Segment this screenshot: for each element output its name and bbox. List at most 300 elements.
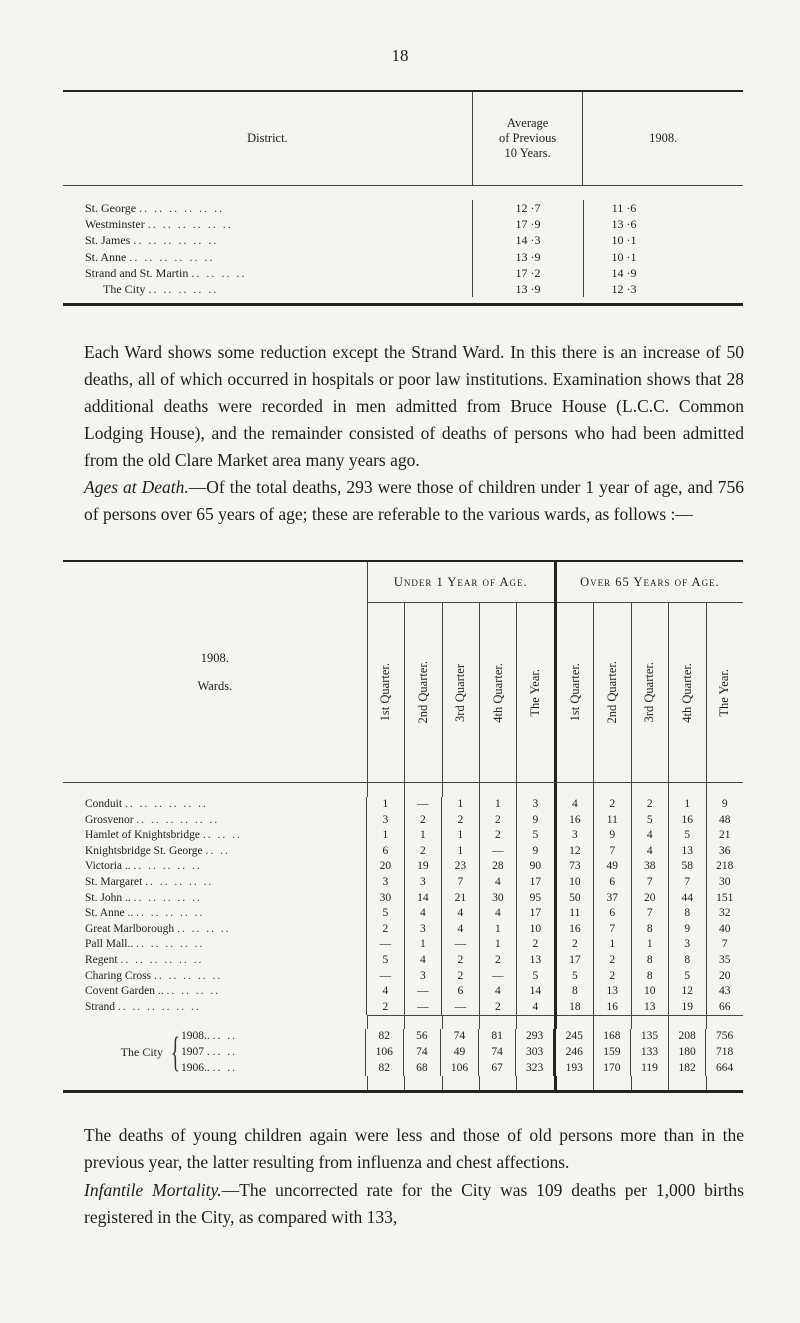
paragraph-heading: Ages at Death. xyxy=(84,477,189,497)
group-title-under-1: Under 1 Year of Age. xyxy=(368,562,554,603)
column-header xyxy=(707,603,743,782)
table-cell: 293 xyxy=(526,1030,544,1043)
table-cell: 106 xyxy=(366,1045,404,1061)
city-year-label xyxy=(181,1029,237,1045)
table-cell: 208 xyxy=(669,1029,707,1045)
column-header xyxy=(480,603,517,782)
spacer-cell xyxy=(517,783,553,797)
ward-name: Charing Cross xyxy=(85,969,152,982)
column-header xyxy=(594,603,631,782)
table-cell: 7 xyxy=(632,906,669,922)
average-cell: 14 ·3 xyxy=(473,232,584,248)
year-cell: 10 ·1 xyxy=(611,233,637,248)
district-cell xyxy=(63,281,473,297)
column-header-label: 4th Quarter. xyxy=(679,662,694,723)
ward-cell xyxy=(63,859,367,875)
header-over-65-group xyxy=(557,562,743,782)
table-cell: 2 xyxy=(480,828,517,844)
column-header xyxy=(443,603,480,782)
header-average xyxy=(473,92,584,185)
table-row xyxy=(63,828,743,844)
ward-name: Grosvenor xyxy=(85,813,134,826)
table-cell: 7 xyxy=(669,875,706,891)
table-cell: 170 xyxy=(594,1061,632,1077)
leader-dots: .. .. xyxy=(212,1030,237,1043)
over-cells xyxy=(557,813,743,829)
spacer-cell xyxy=(480,1076,517,1090)
table-cell: 6 xyxy=(594,906,631,922)
spacer-cells xyxy=(557,1076,743,1090)
table-cell: 1 xyxy=(442,844,479,860)
ward-deaths-table xyxy=(63,560,743,1093)
spacer-cell xyxy=(405,1015,442,1029)
table-cell: 32 xyxy=(719,907,731,920)
column-header-label: 2nd Quarter. xyxy=(415,661,430,724)
table-cell: 13 xyxy=(632,1000,669,1016)
table-row xyxy=(63,1000,743,1016)
table-cell: 2 xyxy=(594,953,631,969)
over-cells xyxy=(556,1045,743,1061)
district-cell xyxy=(63,265,473,281)
ward-name: Pall Mall.. xyxy=(85,938,134,951)
spacer-cell xyxy=(594,1015,631,1029)
leader-dots: .. .. .. .. .. .. xyxy=(133,233,219,248)
table-cell: 193 xyxy=(556,1061,594,1077)
leader-dots: .. .. .. .. .. .. xyxy=(129,249,215,264)
table-cell: 21 xyxy=(442,891,479,907)
ward-name: St. John .. xyxy=(85,891,131,904)
under-cells xyxy=(367,984,556,1000)
under-cells xyxy=(367,813,556,829)
over-cells xyxy=(557,1000,743,1016)
column-header-label: 3rd Quarter. xyxy=(642,662,657,723)
leader-dots: .. .. .. .. .. xyxy=(136,907,205,920)
table-row xyxy=(63,937,743,953)
table-cell: 4 xyxy=(480,906,517,922)
table-cell: 36 xyxy=(719,844,731,857)
header-wards-label: Wards. xyxy=(197,679,233,693)
spacer-cell xyxy=(443,1076,480,1090)
table-cell: 2 xyxy=(405,813,442,829)
table-row xyxy=(63,859,743,875)
spacer-cell xyxy=(557,783,594,797)
table-cell: 30 xyxy=(719,875,731,888)
spacer-cell xyxy=(63,783,368,797)
over-cells xyxy=(557,844,743,860)
table-cell: 664 xyxy=(716,1061,734,1074)
table-cell: 119 xyxy=(631,1061,669,1077)
district-name: St. James xyxy=(85,233,131,248)
table-cell: 151 xyxy=(716,891,734,904)
leader-dots: .. .. xyxy=(212,1045,237,1058)
leader-dots: .. .. .. .. .. xyxy=(133,891,202,904)
over-cells xyxy=(557,875,743,891)
table-cell: 74 xyxy=(441,1029,479,1045)
table-cell: 1 xyxy=(594,937,631,953)
leader-dots: .. .. .. .. xyxy=(191,265,247,280)
spacer-cell xyxy=(669,783,706,797)
spacer-cells xyxy=(557,1015,743,1029)
under-cells xyxy=(367,844,556,860)
spacer-cell xyxy=(632,1015,669,1029)
table-cell: 50 xyxy=(557,891,594,907)
ward-cell xyxy=(63,937,367,953)
over-cells xyxy=(557,797,743,813)
table-cell: 17 xyxy=(529,907,542,920)
table-cell: 3 xyxy=(367,875,404,891)
table-cell: 5 xyxy=(532,829,539,842)
table-cell: 13 xyxy=(594,984,631,1000)
page-number: 18 xyxy=(391,46,409,65)
spacer-cell xyxy=(517,1076,553,1090)
table-cell: 8 xyxy=(669,906,706,922)
ward-cell xyxy=(63,1000,367,1016)
spacer-cell xyxy=(632,783,669,797)
leader-dots: .. .. .. .. xyxy=(176,922,231,935)
table-cell: 5 xyxy=(557,969,594,985)
ward-cell xyxy=(63,891,367,907)
ward-cell xyxy=(63,875,367,891)
table-cell: 5 xyxy=(669,969,706,985)
table-cell: 4 xyxy=(632,828,669,844)
table-cell: 3 xyxy=(532,798,539,810)
table-cell: 16 xyxy=(669,813,706,829)
district-cell xyxy=(63,249,473,265)
spacer-cells xyxy=(557,783,743,797)
table-cell: 49 xyxy=(594,859,631,875)
table-cell: 16 xyxy=(557,922,594,938)
table-cell: 10 xyxy=(632,984,669,1000)
table-cell: 5 xyxy=(669,828,706,844)
leader-dots: .. .. .. .. .. .. xyxy=(147,217,233,232)
table-cell: 3 xyxy=(405,875,442,891)
leader-dots: .. .. xyxy=(205,844,230,857)
spacer-cell xyxy=(594,1076,631,1090)
header-average-line: 10 Years. xyxy=(504,146,551,160)
table-cell: 28 xyxy=(480,859,517,875)
column-header xyxy=(669,603,706,782)
table-cell: 11 xyxy=(557,906,594,922)
table-cell: 40 xyxy=(719,922,731,935)
table-cell: 3 xyxy=(669,937,706,953)
table-cell: 82 xyxy=(366,1029,404,1045)
table-cell: 7 xyxy=(442,875,479,891)
table-cell: 14 xyxy=(529,985,542,998)
header-average-line: of Previous xyxy=(498,131,557,145)
column-header xyxy=(632,603,669,782)
column-header-label: 2nd Quarter. xyxy=(604,661,619,724)
spacer-cells xyxy=(368,783,557,797)
under-cells xyxy=(367,906,556,922)
table-cell: 180 xyxy=(669,1045,707,1061)
under-cells xyxy=(366,1029,556,1045)
spacer-cell xyxy=(707,1015,743,1029)
district-cell xyxy=(63,200,473,216)
table-cell: 19 xyxy=(405,859,442,875)
table-cell: 5 xyxy=(532,969,539,982)
table-row xyxy=(63,281,743,297)
column-header-label: The Year. xyxy=(717,668,732,717)
leader-dots: .. .. .. .. .. xyxy=(148,281,219,296)
spacer-cell xyxy=(557,1015,594,1029)
table-cell: 90 xyxy=(529,860,542,873)
table-cell: 2 xyxy=(442,969,479,985)
district-cell xyxy=(63,216,473,232)
year-cell: 10 ·1 xyxy=(611,249,637,264)
table-cell: 20 xyxy=(632,891,669,907)
table-cell: 74 xyxy=(479,1045,517,1061)
under-cells xyxy=(367,859,556,875)
table-cell: 2 xyxy=(405,844,442,860)
table-row xyxy=(63,249,743,265)
table-cell: 4 xyxy=(442,922,479,938)
spacer-cell xyxy=(669,1076,706,1090)
average-cell: 12 ·7 xyxy=(473,200,584,216)
paragraph-ages-at-death: Ages at Death.—Of the total deaths, 293 were those of children under 1 year of age, and 756 of persons over 65 years of age; these are referable to the various wards, as follows :— xyxy=(84,477,744,524)
table-cell: 3 xyxy=(405,922,442,938)
paragraph-young-old: The deaths of young children again were less and those of old persons more than in the previous year, the latter resulting from influenza and chest affections. xyxy=(84,1125,744,1172)
table-cell: 6 xyxy=(442,984,479,1000)
table-cell: 2 xyxy=(594,969,631,985)
district-rates-table xyxy=(63,90,743,306)
spacer-cell xyxy=(368,1076,405,1090)
table-cell: 17 xyxy=(557,953,594,969)
header-wards xyxy=(63,562,368,782)
spacer-cell xyxy=(480,783,517,797)
table-cell: 3 xyxy=(557,828,594,844)
table-header xyxy=(63,562,743,783)
ward-name: Strand xyxy=(85,1000,116,1013)
table-cell: 8 xyxy=(632,922,669,938)
spacer-cell xyxy=(443,1015,480,1029)
table-cell: 68 xyxy=(404,1061,442,1077)
paragraph-infantile-mortality: Infantile Mortality.—The uncorrected rate for the City was 109 deaths per 1,000 births registered in the City, as compared with 133, xyxy=(84,1180,744,1227)
spacer-cells xyxy=(368,1076,557,1090)
spacer-cell xyxy=(368,1015,405,1029)
table-cell: 23 xyxy=(442,859,479,875)
table-cell: 1 xyxy=(442,828,479,844)
spacer-cell xyxy=(405,1076,442,1090)
table-cell: 58 xyxy=(669,859,706,875)
table-cell: 7 xyxy=(594,844,631,860)
spacer-cell xyxy=(443,783,480,797)
table-cell: 2 xyxy=(594,797,631,813)
table-cell: 4 xyxy=(405,953,442,969)
spacer-cell xyxy=(632,1076,669,1090)
ward-cell xyxy=(63,984,367,1000)
ward-name: Great Marlborough xyxy=(85,922,175,935)
average-cell: 13 ·9 xyxy=(473,249,584,265)
leader-dots: .. .. .. .. .. .. xyxy=(139,201,225,215)
table-row xyxy=(63,216,743,232)
table-cell: 7 xyxy=(594,922,631,938)
table-cell: 2 xyxy=(442,953,479,969)
table-cell: — xyxy=(480,969,517,985)
city-year: 1908.. xyxy=(181,1030,210,1043)
table-cell: 20 xyxy=(367,859,404,875)
table-cell: 81 xyxy=(479,1029,517,1045)
table-cell: — xyxy=(367,937,404,953)
district-name: Westminster xyxy=(85,217,145,232)
table-cell: 66 xyxy=(719,1000,731,1013)
table-cell: 13 xyxy=(529,953,542,966)
table-cell: 30 xyxy=(480,891,517,907)
ward-cell xyxy=(63,828,367,844)
table-cell: 6 xyxy=(594,875,631,891)
table-cell: 2 xyxy=(480,813,517,829)
table-cell: 9 xyxy=(532,813,539,826)
table-cell: 5 xyxy=(632,813,669,829)
table-cell: 2 xyxy=(367,1000,404,1016)
under-cells xyxy=(367,1000,556,1016)
district-name: St. George xyxy=(85,201,137,215)
header-district: District. xyxy=(63,92,473,185)
table-cell: 2 xyxy=(442,813,479,829)
over-cells xyxy=(557,859,743,875)
table-cell: 82 xyxy=(366,1061,404,1077)
under-cells xyxy=(367,797,556,813)
table-cell: — xyxy=(405,797,442,813)
leader-dots: .. .. .. .. .. .. xyxy=(124,798,208,810)
table-row xyxy=(63,265,743,281)
table-cell: 37 xyxy=(594,891,631,907)
under-cells xyxy=(367,953,556,969)
table-header xyxy=(63,92,743,186)
table-cell: 1 xyxy=(367,828,404,844)
table-row xyxy=(366,1029,743,1045)
column-header xyxy=(557,603,594,782)
table-cell: — xyxy=(367,969,404,985)
table-cell: 1 xyxy=(480,797,517,813)
table-cell: 17 xyxy=(529,875,542,888)
table-cell: 303 xyxy=(526,1045,544,1058)
table-cell: 133 xyxy=(631,1045,669,1061)
column-header-label: 1st Quarter. xyxy=(378,663,393,722)
over-cells xyxy=(556,1061,743,1077)
spacer-cell xyxy=(63,1076,368,1090)
table-cell: 5 xyxy=(367,953,404,969)
city-year: 1907 . xyxy=(181,1045,210,1058)
paragraph-heading: Infantile Mortality. xyxy=(84,1180,222,1200)
table-cell: 245 xyxy=(556,1029,594,1045)
table-cell: 8 xyxy=(632,969,669,985)
table-cell: 323 xyxy=(526,1061,544,1074)
table-cell: 7 xyxy=(632,875,669,891)
spacer-cells xyxy=(368,1015,557,1029)
under-cells xyxy=(367,937,556,953)
ward-cell xyxy=(63,906,367,922)
table-cell: 16 xyxy=(594,1000,631,1016)
spacer-cell xyxy=(405,783,442,797)
table-cell: 9 xyxy=(721,798,728,810)
table-cell: — xyxy=(480,844,517,860)
table-cell: 44 xyxy=(669,891,706,907)
table-row xyxy=(63,906,743,922)
under-cells xyxy=(367,969,556,985)
leader-dots: .. .. .. .. .. .. xyxy=(136,813,220,826)
table-cell: 2 xyxy=(557,937,594,953)
table-cell: 49 xyxy=(441,1045,479,1061)
table-cell: 6 xyxy=(367,844,404,860)
table-cell: 2 xyxy=(480,953,517,969)
header-average-line: Average xyxy=(506,116,549,130)
table-cell: 718 xyxy=(716,1045,734,1058)
ward-cell xyxy=(63,813,367,829)
table-cell: 9 xyxy=(594,828,631,844)
table-cell: 106 xyxy=(441,1061,479,1077)
spacer-cell xyxy=(707,1076,743,1090)
table-cell: 4 xyxy=(442,906,479,922)
brace-icon: { xyxy=(170,1029,180,1076)
leader-dots: .. .. .. .. .. xyxy=(154,969,223,982)
table-cell: 4 xyxy=(405,906,442,922)
table-row xyxy=(63,813,743,829)
table-cell: 48 xyxy=(719,813,731,826)
average-cell: 17 ·2 xyxy=(473,265,584,281)
table-body xyxy=(63,783,743,1090)
table-cell: 218 xyxy=(716,860,734,873)
spacer-cell xyxy=(707,783,743,797)
table-cell: 1 xyxy=(367,797,404,813)
column-header-label: 4th Quarter. xyxy=(490,662,505,723)
ward-name: Victoria .. xyxy=(85,860,131,873)
table-rule xyxy=(63,1090,743,1093)
table-cell: 4 xyxy=(480,984,517,1000)
average-cell: 13 ·9 xyxy=(473,281,584,297)
ward-cell xyxy=(63,797,367,813)
column-header xyxy=(405,603,442,782)
leader-dots: .. .. .. .. .. xyxy=(136,938,205,951)
table-row xyxy=(63,875,743,891)
district-name: St. Anne xyxy=(85,249,127,264)
table-cell: — xyxy=(405,984,442,1000)
header-year: 1908. xyxy=(200,651,229,665)
table-cell: 8 xyxy=(669,953,706,969)
spacer-cell xyxy=(63,1015,368,1029)
column-header xyxy=(368,603,405,782)
under-cells xyxy=(366,1061,556,1077)
leader-dots: .. .. .. .. .. xyxy=(145,875,214,888)
table-cell: 13 xyxy=(669,844,706,860)
table-cell: 9 xyxy=(669,922,706,938)
over-cells xyxy=(557,828,743,844)
leader-dots: .. .. .. .. .. .. xyxy=(117,1000,201,1013)
table-cell: 2 xyxy=(632,797,669,813)
table-row xyxy=(63,953,743,969)
leader-dots: .. .. .. .. .. xyxy=(133,860,202,873)
spacer-cell xyxy=(669,1015,706,1029)
table-row xyxy=(63,797,743,813)
over-cells xyxy=(557,906,743,922)
table-cell: 43 xyxy=(719,985,731,998)
table-row xyxy=(63,969,743,985)
table-cell: — xyxy=(405,1000,442,1016)
leader-dots: .. .. .. .. xyxy=(166,985,221,998)
table-cell: 3 xyxy=(405,969,442,985)
city-year: 1906.. xyxy=(181,1061,210,1074)
over-cells xyxy=(557,937,743,953)
table-row xyxy=(366,1061,743,1077)
spacer-cell xyxy=(480,1015,517,1029)
table-cell: 2 xyxy=(480,1000,517,1016)
spacer-row xyxy=(63,1015,743,1029)
over-cells xyxy=(557,922,743,938)
table-cell: 2 xyxy=(532,938,539,951)
table-cell: 9 xyxy=(532,844,539,857)
table-cell: 159 xyxy=(594,1045,632,1061)
district-name: Strand and St. Martin xyxy=(85,265,189,280)
table-cell: 12 xyxy=(669,984,706,1000)
